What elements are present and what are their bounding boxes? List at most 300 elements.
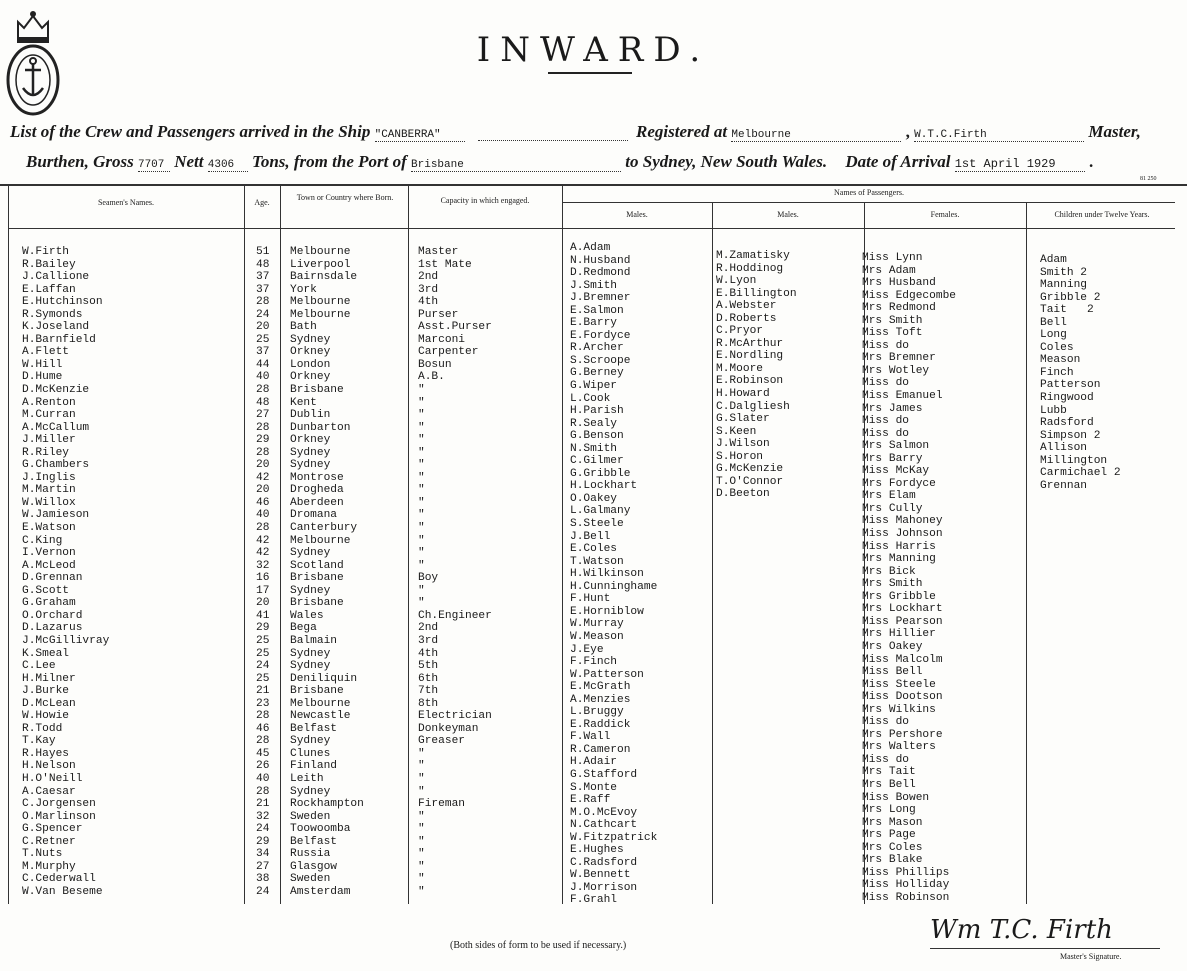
passenger-female: Mrs Cully xyxy=(862,502,923,515)
crew-town: Brisbane xyxy=(290,572,344,585)
passenger-female: Mrs Salmon xyxy=(862,440,930,453)
col-rule-4 xyxy=(562,184,563,904)
crew-name: J.Inglis xyxy=(22,471,76,484)
passenger-female: Mrs Coles xyxy=(862,841,923,854)
passenger-male: S.Steele xyxy=(570,518,624,531)
crew-capacity: 7th xyxy=(418,685,439,698)
crew-names-column xyxy=(22,246,109,898)
crew-name: C.Lee xyxy=(22,660,56,673)
crew-capacity: Purser xyxy=(418,308,459,321)
crew-age: 25 xyxy=(256,647,270,660)
crew-town: Amsterdam xyxy=(290,885,351,898)
list-label: List of the Crew and Passengers arrived in the Ship xyxy=(10,122,371,141)
passenger-child: Millington xyxy=(1040,454,1108,467)
crew-town: Sweden xyxy=(290,873,331,886)
passenger-male: F.Grahl xyxy=(570,894,617,907)
registered-label: Registered at xyxy=(636,122,728,141)
crew-name: M.Curran xyxy=(22,409,76,422)
passenger-female: Mrs Mason xyxy=(862,816,923,829)
crew-capacity: " xyxy=(418,885,425,898)
passenger-male: E.Billington xyxy=(716,287,797,300)
crew-name: W.Willox xyxy=(22,496,76,509)
passenger-child: Tait 2 xyxy=(1040,304,1094,317)
passenger-male: G.Slater xyxy=(716,413,770,426)
crew-town: Balmain xyxy=(290,634,337,647)
crew-towns-column xyxy=(290,246,364,898)
passenger-female: Miss Pearson xyxy=(862,615,943,628)
passenger-female: Mrs Gribble xyxy=(862,590,936,603)
crew-name: A.Flett xyxy=(22,346,69,359)
crew-age: 28 xyxy=(256,384,270,397)
crew-capacity: 6th xyxy=(418,672,439,685)
passenger-child: Radsford xyxy=(1040,417,1094,430)
crew-name: I.Vernon xyxy=(22,547,76,560)
passenger-female: Miss Johnson xyxy=(862,528,943,541)
crew-town: Orkney xyxy=(290,346,331,359)
passenger-male: R.Cameron xyxy=(570,743,631,756)
crew-town: Newcastle xyxy=(290,710,351,723)
passenger-female: Mrs Page xyxy=(862,829,916,842)
passenger-male: M.Moore xyxy=(716,362,763,375)
passenger-child: Coles xyxy=(1040,341,1074,354)
passenger-child: Bell xyxy=(1040,316,1067,329)
passenger-male: E.Hughes xyxy=(570,844,624,857)
crew-age: 46 xyxy=(256,496,270,509)
crew-town: Melbourne xyxy=(290,246,351,258)
passenger-female: Miss do xyxy=(862,716,909,729)
passenger-female: Mrs Adam xyxy=(862,264,916,277)
crew-capacity: " xyxy=(418,760,425,773)
passenger-children-column xyxy=(1040,254,1121,492)
passenger-male: W.Murray xyxy=(570,618,624,631)
crew-age: 27 xyxy=(256,860,270,873)
crew-town: Glasgow xyxy=(290,860,337,873)
passenger-female: Miss Dootson xyxy=(862,691,943,704)
crew-name: E.Laffan xyxy=(22,283,76,296)
crew-age: 28 xyxy=(256,735,270,748)
crew-capacity: Ch.Engineer xyxy=(418,609,492,622)
crew-capacity: Donkeyman xyxy=(418,722,479,735)
crew-age: 41 xyxy=(256,609,270,622)
crew-capacity: " xyxy=(418,823,425,836)
signature-label: Master's Signature. xyxy=(1060,952,1122,961)
crew-town: Leith xyxy=(290,772,324,785)
crew-capacity: " xyxy=(418,522,425,535)
crew-town: Brisbane xyxy=(290,597,344,610)
passenger-male: M.Zamatisky xyxy=(716,250,790,262)
passenger-child: Manning xyxy=(1040,279,1087,292)
passenger-female: Mrs Husband xyxy=(862,277,936,290)
crew-town: Finland xyxy=(290,760,337,773)
page-title: INWARD. xyxy=(476,30,711,70)
destination: to Sydney, New South Wales. xyxy=(625,152,828,171)
passenger-male: F.Hunt xyxy=(570,593,611,606)
crew-town: Orkney xyxy=(290,434,331,447)
crew-age: 20 xyxy=(256,321,270,334)
crew-town: Sydney xyxy=(290,735,331,748)
crew-name: H.Barnfield xyxy=(22,333,96,346)
crew-age: 20 xyxy=(256,459,270,472)
crew-capacity: " xyxy=(418,785,425,798)
crew-name: D.Hume xyxy=(22,371,63,384)
crew-name: W.Hill xyxy=(22,358,63,371)
passenger-male: A.Adam xyxy=(570,242,611,254)
passenger-male: R.Archer xyxy=(570,342,624,355)
passenger-male: L.Bruggy xyxy=(570,706,624,719)
passenger-female: Mrs Pershore xyxy=(862,728,943,741)
crew-age: 28 xyxy=(256,421,270,434)
crew-town: Brisbane xyxy=(290,384,344,397)
crew-name: H.Nelson xyxy=(22,760,76,773)
nett-tonnage: 4306 xyxy=(208,159,248,172)
col-header-children: Children under Twelve Years. xyxy=(1054,210,1150,219)
crew-capacity: Asst.Purser xyxy=(418,321,492,334)
crew-age: 51 xyxy=(256,246,270,258)
passenger-male: W.Patterson xyxy=(570,668,644,681)
passenger-female: Miss McKay xyxy=(862,465,930,478)
passenger-child: Grennan xyxy=(1040,479,1087,492)
passenger-male: C.Dalgliesh xyxy=(716,400,790,413)
crew-town: Toowoomba xyxy=(290,823,351,836)
passenger-header-rule xyxy=(562,202,1175,203)
passenger-female: Miss Harris xyxy=(862,540,936,553)
crew-capacity: " xyxy=(418,547,425,560)
crew-town: Orkney xyxy=(290,371,331,384)
col-rule-5 xyxy=(712,202,713,904)
passenger-female: Miss Phillips xyxy=(862,866,950,879)
col-header-males-2: Males. xyxy=(777,210,799,219)
passenger-child: Gribble 2 xyxy=(1040,291,1101,304)
passenger-male: T.Watson xyxy=(570,555,624,568)
crew-age: 28 xyxy=(256,296,270,309)
departure-port: Brisbane xyxy=(411,159,621,172)
crew-town: Clunes xyxy=(290,747,331,760)
crew-name: R.Hayes xyxy=(22,747,69,760)
crew-capacity: 3rd xyxy=(418,634,439,647)
passenger-male: J.Wilson xyxy=(716,438,770,451)
passenger-male: S.Monte xyxy=(570,781,617,794)
crew-town: Dunbarton xyxy=(290,421,351,434)
crew-capacity: 3rd xyxy=(418,283,439,296)
crew-town: Aberdeen xyxy=(290,496,344,509)
passenger-female: Miss do xyxy=(862,339,909,352)
passenger-male: D.Roberts xyxy=(716,312,777,325)
passenger-female: Miss Holliday xyxy=(862,879,950,892)
crew-capacity: 4th xyxy=(418,647,439,660)
crew-age: 29 xyxy=(256,434,270,447)
passenger-female: Mrs Wotley xyxy=(862,364,930,377)
crew-age: 27 xyxy=(256,409,270,422)
passenger-male: T.O'Connor xyxy=(716,475,784,488)
crew-town: Bairnsdale xyxy=(290,271,358,284)
crew-capacity: Electrician xyxy=(418,710,492,723)
crew-name: D.McKenzie xyxy=(22,384,90,397)
passenger-male: R.Hoddinog xyxy=(716,262,784,275)
crew-age: 46 xyxy=(256,722,270,735)
col-header-passengers: Names of Passengers. xyxy=(834,188,904,197)
passenger-female: Mrs Blake xyxy=(862,854,923,867)
crew-capacity: Master xyxy=(418,246,459,258)
crew-town: Melbourne xyxy=(290,296,351,309)
passenger-male: C.Gilmer xyxy=(570,455,624,468)
passenger-female: Miss do xyxy=(862,427,909,440)
crew-town: Drogheda xyxy=(290,484,344,497)
passenger-male: L.Galmany xyxy=(570,505,631,518)
crew-town: Wales xyxy=(290,609,324,622)
passenger-female: Mrs Wilkins xyxy=(862,703,936,716)
crew-capacity: Carpenter xyxy=(418,346,479,359)
crew-name: C.Cederwall xyxy=(22,873,96,886)
crew-town: Russia xyxy=(290,848,331,861)
registered-block: Registered at Melbourne , W.T.C.Firth Master, xyxy=(636,122,1141,141)
passenger-male: G.Stafford xyxy=(570,768,638,781)
crew-capacity: 5th xyxy=(418,660,439,673)
passenger-female: Mrs Manning xyxy=(862,553,936,566)
crew-town: Sydney xyxy=(290,785,331,798)
passenger-male: W.Bennett xyxy=(570,869,631,882)
passenger-male: C.Radsford xyxy=(570,856,638,869)
passenger-male: E.Raff xyxy=(570,794,611,807)
crew-name: O.Orchard xyxy=(22,609,83,622)
passenger-female: Mrs Bell xyxy=(862,778,916,791)
crew-age: 42 xyxy=(256,471,270,484)
passenger-female: Miss Edgecombe xyxy=(862,289,956,302)
col-header-town: Town or Country where Born. xyxy=(296,193,394,202)
passenger-child: Meason xyxy=(1040,354,1081,367)
crew-capacity: " xyxy=(418,509,425,522)
crew-capacity: " xyxy=(418,835,425,848)
crew-town: Kent xyxy=(290,396,317,409)
crew-name: T.Kay xyxy=(22,735,56,748)
passenger-male: N.Smith xyxy=(570,442,617,455)
col-rule-3 xyxy=(408,184,409,904)
col-rule-7 xyxy=(1026,202,1027,904)
passenger-male: J.Bremner xyxy=(570,292,631,305)
crew-name: M.Martin xyxy=(22,484,76,497)
crew-name: T.Nuts xyxy=(22,848,63,861)
crew-age: 21 xyxy=(256,798,270,811)
crew-age: 45 xyxy=(256,747,270,760)
passenger-females-column xyxy=(862,252,956,904)
crew-capacity: " xyxy=(418,471,425,484)
passenger-female: Mrs Oakey xyxy=(862,640,923,653)
passenger-female: Mrs Bick xyxy=(862,565,916,578)
crew-age: 29 xyxy=(256,622,270,635)
crew-town: Rockhampton xyxy=(290,798,364,811)
passenger-female: Mrs Tait xyxy=(862,766,916,779)
passenger-female: Miss do xyxy=(862,377,909,390)
crew-age: 17 xyxy=(256,584,270,597)
crew-age: 38 xyxy=(256,873,270,886)
crew-age: 48 xyxy=(256,258,270,271)
passenger-male: J.Bell xyxy=(570,530,611,543)
passenger-male: H.Adair xyxy=(570,756,617,769)
crew-town: Bega xyxy=(290,622,317,635)
crew-capacity: " xyxy=(418,873,425,886)
crew-capacity: " xyxy=(418,747,425,760)
passenger-female: Mrs Redmond xyxy=(862,302,936,315)
passenger-male: G.Benson xyxy=(570,430,624,443)
crew-name: A.McCallum xyxy=(22,421,90,434)
crew-name: J.Burke xyxy=(22,685,69,698)
passenger-child: Finch xyxy=(1040,366,1074,379)
crew-name: J.Callione xyxy=(22,271,90,284)
table-header-rule xyxy=(8,228,1175,229)
crew-name: R.Bailey xyxy=(22,258,76,271)
crew-town: Sydney xyxy=(290,547,331,560)
crew-town: Sydney xyxy=(290,584,331,597)
crew-age: 42 xyxy=(256,534,270,547)
crew-capacity: 2nd xyxy=(418,622,439,635)
passenger-child: Smith 2 xyxy=(1040,266,1087,279)
crew-capacity: Boy xyxy=(418,572,439,585)
crew-name: H.Milner xyxy=(22,672,76,685)
crew-capacity: Marconi xyxy=(418,333,465,346)
passenger-male: S.Horon xyxy=(716,450,763,463)
passenger-female: Miss Malcolm xyxy=(862,653,943,666)
crew-capacity: " xyxy=(418,772,425,785)
crew-town: Scotland xyxy=(290,559,344,572)
crew-capacity: " xyxy=(418,446,425,459)
crew-age: 44 xyxy=(256,358,270,371)
crew-name: R.Symonds xyxy=(22,308,83,321)
passenger-female: Miss Lynn xyxy=(862,252,923,264)
passenger-males-1-column xyxy=(570,242,657,907)
crew-name: A.Renton xyxy=(22,396,76,409)
crew-age: 20 xyxy=(256,484,270,497)
crew-town: London xyxy=(290,358,331,371)
passenger-male: R.Sealy xyxy=(570,417,617,430)
passenger-female: Mrs James xyxy=(862,402,923,415)
crew-town: Sweden xyxy=(290,810,331,823)
crew-name: J.McGillivray xyxy=(22,634,110,647)
registered-port: Melbourne xyxy=(731,129,901,142)
crew-age: 26 xyxy=(256,760,270,773)
crew-town: Sydney xyxy=(290,333,331,346)
crew-ages-column xyxy=(256,246,269,898)
passenger-male: R.McArthur xyxy=(716,337,784,350)
passenger-male: A.Menzies xyxy=(570,693,631,706)
passenger-male: L.Cook xyxy=(570,392,611,405)
passenger-male: H.Parish xyxy=(570,405,624,418)
crew-town: Belfast xyxy=(290,722,337,735)
passenger-female: Miss do xyxy=(862,415,909,428)
crew-age: 20 xyxy=(256,597,270,610)
master-label: Master, xyxy=(1088,122,1141,141)
passenger-male: F.Wall xyxy=(570,731,611,744)
header-line-1 xyxy=(10,122,465,142)
crew-town: Liverpool xyxy=(290,258,351,271)
title-underline xyxy=(548,72,632,74)
crew-capacity: 1st Mate xyxy=(418,258,472,271)
crew-town: Dromana xyxy=(290,509,337,522)
crew-town: Melbourne xyxy=(290,308,351,321)
crew-age: 28 xyxy=(256,785,270,798)
passenger-female: Miss Emanuel xyxy=(862,390,943,403)
crew-capacity: " xyxy=(418,409,425,422)
passenger-child: Adam xyxy=(1040,254,1067,266)
passenger-female: Miss Robinson xyxy=(862,891,950,904)
passenger-child: Patterson xyxy=(1040,379,1101,392)
crew-name: D.McLean xyxy=(22,697,76,710)
passenger-male: H.Howard xyxy=(716,388,770,401)
nett-label: Nett xyxy=(174,152,204,171)
crew-name: G.Spencer xyxy=(22,823,83,836)
passenger-male: H.Wilkinson xyxy=(570,568,644,581)
crew-age: 28 xyxy=(256,710,270,723)
passenger-child: Lubb xyxy=(1040,404,1067,417)
col-header-females: Females. xyxy=(930,210,960,219)
crew-capacity: 2nd xyxy=(418,271,439,284)
header-line-2: Burthen, Gross 7707 Nett 4306 Tons, from the Port of Brisbane to Sydney, New South Wales. Date of Arrival 1st April 1929 . xyxy=(26,152,1094,171)
crew-capacity: " xyxy=(418,810,425,823)
crew-age: 24 xyxy=(256,308,270,321)
crew-capacity: " xyxy=(418,848,425,861)
col-header-males-1: Males. xyxy=(626,210,648,219)
crew-name: J.Miller xyxy=(22,434,76,447)
crew-capacity: " xyxy=(418,559,425,572)
crew-capacity: " xyxy=(418,860,425,873)
crew-town: Melbourne xyxy=(290,534,351,547)
crew-name: A.McLeod xyxy=(22,559,76,572)
crew-capacity: " xyxy=(418,396,425,409)
crew-name: H.O'Neill xyxy=(22,772,83,785)
passenger-female: Mrs Elam xyxy=(862,490,916,503)
passenger-male: E.Salmon xyxy=(570,304,624,317)
passenger-female: Mrs Barry xyxy=(862,452,923,465)
crew-capacity: " xyxy=(418,597,425,610)
passenger-child: Ringwood xyxy=(1040,392,1094,405)
crew-age: 28 xyxy=(256,446,270,459)
table-top-rule xyxy=(0,184,1187,186)
passenger-male: F.Finch xyxy=(570,656,617,669)
crew-town: Sydney xyxy=(290,459,331,472)
passenger-male: S.Keen xyxy=(716,425,757,438)
crew-town: Sydney xyxy=(290,647,331,660)
signature-rule xyxy=(930,948,1160,949)
col-header-seamen: Seamen's Names. xyxy=(97,198,155,207)
passenger-female: Mrs Smith xyxy=(862,314,923,327)
crew-name: W.Van Beseme xyxy=(22,885,103,898)
burthen-label: Burthen, Gross xyxy=(26,152,134,171)
passenger-child: Allison xyxy=(1040,442,1087,455)
crew-age: 37 xyxy=(256,271,270,284)
passenger-male: E.Fordyce xyxy=(570,329,631,342)
crew-capacity: " xyxy=(418,434,425,447)
crew-name: W.Howie xyxy=(22,710,69,723)
crew-capacity: " xyxy=(418,384,425,397)
passenger-male: H.Cunninghame xyxy=(570,580,658,593)
crew-town: Canterbury xyxy=(290,522,358,535)
crew-town: Brisbane xyxy=(290,685,344,698)
crew-capacity-column xyxy=(418,246,492,898)
passenger-female: Miss do xyxy=(862,753,909,766)
ship-name-rule xyxy=(478,126,628,141)
port-label: Tons, from the Port of xyxy=(252,152,407,171)
crew-name: O.Marlinson xyxy=(22,810,96,823)
crew-age: 34 xyxy=(256,848,270,861)
passenger-male: J.Morrison xyxy=(570,881,638,894)
col-header-capacity: Capacity in which engaged. xyxy=(440,196,530,205)
passenger-male: J.Smith xyxy=(570,279,617,292)
crew-name: R.Riley xyxy=(22,446,69,459)
crew-name: G.Scott xyxy=(22,584,69,597)
crew-name: D.Grennan xyxy=(22,572,83,585)
passenger-males-2-column xyxy=(716,250,797,501)
crew-capacity: " xyxy=(418,484,425,497)
crew-capacity: A.B. xyxy=(418,371,445,384)
crew-town: Sydney xyxy=(290,446,331,459)
